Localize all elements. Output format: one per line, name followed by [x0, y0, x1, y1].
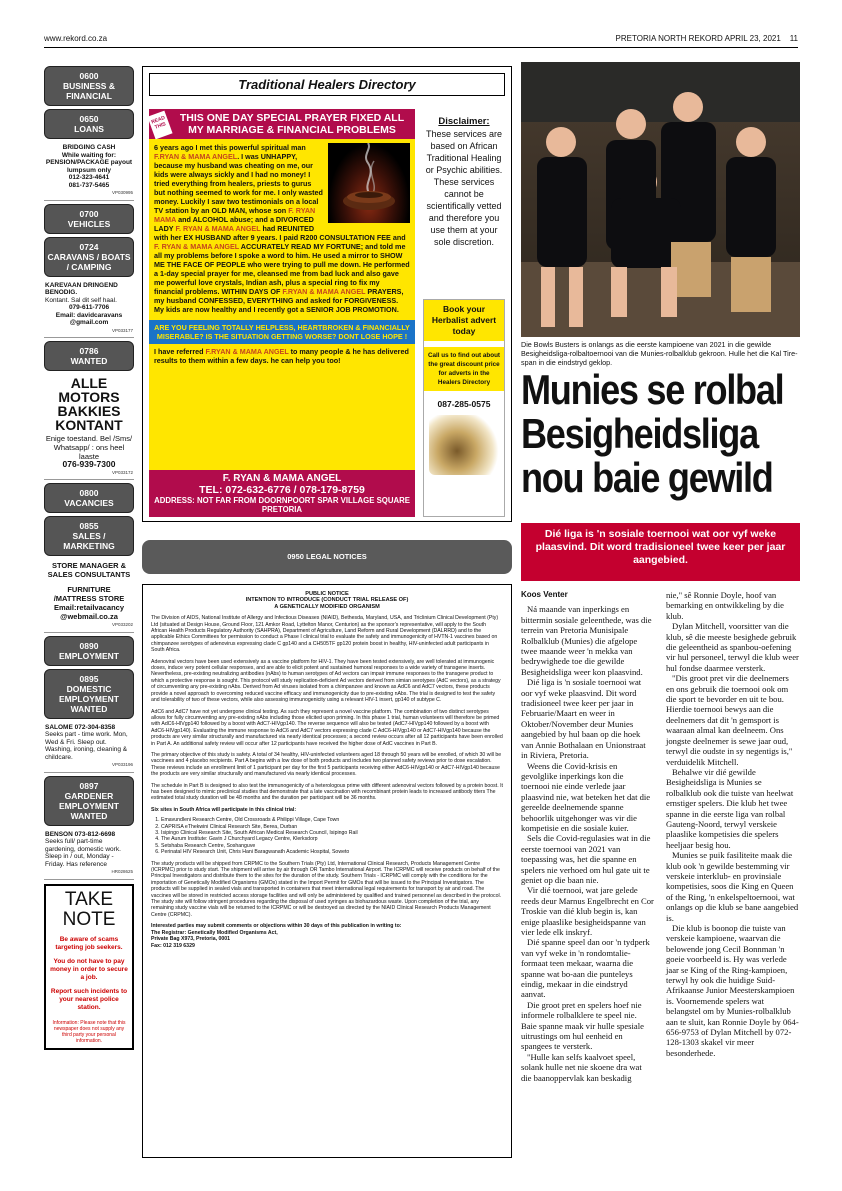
- ad-ref: HR028625: [111, 869, 133, 874]
- legal-notice: [142, 584, 512, 1158]
- healer-address: ADDRESS: NOT FAR FROM DOORNPOORT SPAR VILLAGE SQUARE PRETORIA: [154, 496, 410, 514]
- headline-line: Besigheidsliga: [521, 410, 758, 457]
- incense-bowl-photo: [328, 143, 410, 223]
- ad-phone: 081-737-5465: [68, 181, 110, 189]
- legal-paragraph: The study products will be shipped from CRPMC to the Southern Trials (Pty) Ltd, International Clinical Research, Products Management Centre (ICRPMC) prior to study start. The shipment will arrive by air through OR Tambo International Airport. The ICRPMC will receive products on behalf of the Principal Investigators and distribute them to the sites for the duration of the study. Southern Trials - ICRPMC will comply with the conditions for the importation of Genetically Modified Organisms (GMOs) stated in the Import Permit for GMOs that will be issued to the Principal Investigators. The products will be supplied in sealed vials and transported in containers that meet international legal requirements for transport by air and road. The vaccines will be stored in restricted access storage facilities and will only be administered by qualified and trained personnel as described in the protocol. The study site will follow stringent procedures regarding the disposal of used syringes as biohazardous waste. Upon completion of the trial, any remaining study vaccine vials will be returned to the ICRPMC or will be destroyed as directed by the NIAID Clinical Research Products Management Centre (CRPMC).: [151, 860, 502, 918]
- disclaimer: [423, 115, 505, 248]
- ad-bridging-cash: [44, 142, 134, 201]
- article-paragraph: "Dis groot pret vir die deelnemers en ons gebruik die toernooi ook om die sport te bevorder en uit te bou. Hierdie toernooi bewys aan die deelnemers dat dit 'n gemsport is waaraan almal kan deelneem. Ons jongste deelnemer is sewe jaar oud, terwyl die oudste in sy negentigs is," verduidelik Mitchell.: [666, 673, 793, 767]
- take-note-info: Information: Please note that this newspaper does not supply any third party your personal information.: [52, 1019, 126, 1044]
- category-employment: 0890 EMPLOYMENT: [44, 636, 134, 666]
- legal-subtitle: INTENTION TO INTRODUCE (CONDUCT TRIAL RELEASE OF): [245, 597, 409, 604]
- disclaimer-text: These services are based on African Traditional Healing or Psychic abilities. These services cannot be scientifically vetted and therefore you use them at your sole discretion.: [425, 129, 503, 247]
- article-paragraph: Dié liga is 'n sosiale toernooi wat oor vyf weke plaasvind. Dit word tradisioneel twee keer per jaar in Februarie/Maart en weer in Oktober/November deur Munies aangebied by hul baan op die hoek van Annie Bothalaan en Unionstraat in Riviera, Pretoria.: [521, 677, 646, 761]
- headline-line: Munies se rolbal: [521, 366, 784, 413]
- site-url: www.rekord.co.za: [44, 34, 108, 43]
- herbalist-call-text: Call us to find out about the great discount price for adverts in the Healers Directory: [424, 347, 504, 391]
- list-item: 3. Isipingo Clinical Research Site, South African Medical Research Council, Isipingo Rail: [161, 830, 503, 836]
- ad-title: ALLE MOTORS BAKKIES KONTANT: [55, 375, 123, 433]
- herbalist-advert: [423, 299, 505, 517]
- prayer-text: I have referred: [154, 347, 206, 356]
- legal-address: Private Bag X973, Pretoria, 0001: [151, 936, 231, 943]
- take-note-text: You do not have to pay money in order to secure a job.: [50, 957, 128, 981]
- ad-title: STORE MANAGER & SALES CONSULTANTS: [47, 561, 131, 579]
- healers-directory-title: Traditional Healers Directory: [149, 73, 505, 96]
- legal-subtitle: A GENETICALLY MODIFIED ORGANISM: [274, 603, 380, 610]
- article-paragraph: Munies se puik fasiliteite maak die klub ook 'n gewilde bestemming vir verskeie interklub- en provinsiale kompetisies, soos die King en Queen of the Ring, 'n enkelspeltoernooi, wat onlangs op die klub se bane aangebied is.: [666, 850, 799, 923]
- ad-phone: 079-611-7706: [68, 304, 110, 311]
- ad-text: Seeks full/ part-time gardening, domestic work. Sleep in / out, Monday - Friday. Has reference: [45, 838, 121, 868]
- prayer-highlight: F. RYAN & MAMA ANGEL: [175, 224, 261, 233]
- category-loans: 0650 LOANS: [44, 109, 134, 139]
- disclaimer-title: Disclaimer:: [438, 116, 490, 127]
- prayer-text: . I was UNHAPPY, because my husband was cheating on me, our kids were always sickly and I had no money! I tried everything from healers, priests to gurus but nothing seemed to work for me. I only wasted money. Luckily I saw two testimonials on a local TV station by an OLD MAN, whose son: [154, 152, 323, 215]
- prayer-text: to many people & he has delivered results to them within a few days. he can help you too!: [154, 347, 409, 365]
- header-rule: [44, 47, 798, 48]
- legal-title: PUBLIC NOTICE: [305, 591, 349, 597]
- prayer-text: PRAYERS, my husband CONFESSED, EVERYTHING and asked for FORGIVENESS. My kids are now healthy and I recently got a SENIOR JOB PROMOTION.: [154, 287, 404, 314]
- take-note-text: Report such incidents to your nearest police station.: [50, 987, 128, 1011]
- take-note-text: Be aware of scams targeting job seekers.: [55, 935, 123, 951]
- prayer-highlight: F.RYAN & MAMA ANGEL: [205, 347, 289, 356]
- list-item: 1. Emavundleni Research Centre, Old Crossroads & Philippi Village, Cape Town: [161, 817, 503, 823]
- prayer-headline: [149, 109, 415, 139]
- legal-paragraph: The schedule in Part B is designed to also test the immunogenicity of a heterologous prime with different adenoviral vectors followed by a protein boost. It has been designed to mimic preclinical studies that demonstrate that a late vaccination with recombinant protein leads to increased antibody titers The estimated total study duration will be 48 months and the duration per participant will be 36 months.: [151, 782, 503, 802]
- healer-phone: TEL: 072-632-6776 / 078-179-8759: [199, 484, 365, 496]
- legal-sites-list: [161, 817, 503, 855]
- prayer-highlight: F. RYAN & MAMA ANGEL: [154, 242, 240, 251]
- category-gardener-employment: 0897 GARDENER EMPLOYMENT WANTED: [44, 776, 134, 826]
- ad-email: Email:retailvacancy @webmail.co.za: [53, 603, 125, 621]
- legal-paragraph: AdC6 and AdC7 have not yet undergone clinical testing. As such they represent a novel vaccine platform. The combination of two distinct serotypes allows for fully circumventing any pre-existing nAbs including those elicited upon priming. In this phase 1 trial, human volunteers will therefore be primed with AdC6-HIVgp140 followed by a boost with AdC7-HIVgp140. The reverse sequence will also be tested (AdC7-HIVgp140 followed by a boost with AdC6-HIVgp140). Evaluating the immune response to AdC6 and AdC7 vectors expressing clade C AdC6-HIVgp140 or AdC7-HIVgp140 because the products are very similar structurally and manufactured via nearly identical processes; a second review occurs after all 12 participants have been enrolled in Part A. An additional safety review will occur after 12 participants have received the higher dose of AdC vaccines in Part B.: [151, 708, 503, 747]
- photo-caption: Die Bowls Busters is onlangs as die eerste kampioene van 2021 in die gewilde Besigheidsliga-rolbaltoernooi van die Munies-rolbalklub gekroon. Hulle het die Kal Tire-span in die eindstryd geklop.: [521, 340, 798, 367]
- ad-store-manager: [44, 559, 134, 633]
- prayer-referral: [149, 346, 415, 369]
- herbalist-book-text: Book your Herbalist advert today: [424, 300, 504, 341]
- prayer-advert: [149, 109, 415, 517]
- article-paragraph: Ná maande van inperkings en bittermin sosiale geleenthede, was die terrein van Pretoria Munisipale Rolbalklub (Munies) die afgelope twee maande weer 'n mekka van bedrywighede toe die gewilde Besigheidsliga weer kon plaasvind.: [521, 604, 652, 677]
- prayer-headline-text: THIS ONE DAY SPECIAL PRAYER FIXED ALL MY MARRIAGE & FINANCIAL PROBLEMS: [179, 112, 405, 136]
- ad-text: While waiting for: PENSION/PACKAGE payout lumpsum only: [45, 151, 133, 174]
- ad-subtitle: FURNITURE /MATTRESS STORE: [53, 585, 125, 603]
- take-note-title: TAKE NOTE: [62, 888, 116, 930]
- prayer-testimonial: [149, 139, 415, 318]
- ad-benson: [44, 829, 134, 880]
- prayer-highlight: F. RYAN MAMA: [154, 206, 316, 224]
- article-teaser: Dié liga is 'n sosiale toernooi wat oor vyf weke plaasvind. Dit word tradisioneel twee keer per jaar aangebied.: [521, 523, 800, 581]
- article-paragraph: "Hulle kan selfs kaalvoet speel, solank hulle net nie skoene dra wat die baanoppervlak kan beskadig: [521, 1051, 642, 1083]
- ad-title: KAREVAAN DRINGEND BENODIG.: [45, 281, 118, 296]
- ad-email: Email: davidcaravans @gmail.com: [55, 311, 123, 326]
- article-paragraph: Sels die Covid-regulasies wat in die eerste toernooi van 2021 van toepassing was, het die spanne en spelers nie verhoed om hul gate uit te geniet op die baan nie.: [521, 833, 651, 885]
- article-headline: [521, 366, 784, 501]
- list-item: 5. Setshaba Research Centre, Soshanguve: [161, 843, 503, 849]
- ad-text: Seeks part - time work. Mon, Wed & Fri. Sleep out. Washing, ironing, cleaning & childcare.: [45, 731, 128, 761]
- article-paragraph: Dylan Mitchell, voorsitter van die klub, sê die meeste besighede gebruik die geleentheid as spanbou-oefening vir hul personeel, terwyl die klub weer hul fondse daarmee versterk.: [666, 621, 799, 673]
- page-number: 11: [789, 34, 798, 43]
- ad-caravan: [44, 280, 134, 339]
- article-paragraph: Die groot pret en spelers hoef nie informele rolbalklere te speel nie. Baie spanne maak vir hulle spesiale uitrustings om hul eenheid en spangees te versterk.: [521, 999, 644, 1052]
- legal-paragraph: The primary objective of this study is safety. A total of 34 healthy, HIV-uninfected volunteers aged 18 through 50 years will be enrolled, of which 30 will be vaccinees and 4 placebo recipients. Part A begins with a low dose of both products and includes two planned safety reviews prior to dose escalation. These reviews include an enrollment limit of 1 participant per day for the first 5 participants receiving either AdC6-HIVgp140 or AdC7-HIVgp140 because the products are very similar structurally and manufactured via nearly identical processes.: [151, 751, 502, 778]
- article-paragraph: Weens die Covid-krisis en gevolglike inperkings kon die toernooi nie einde verlede jaar plaasvind nie, wat beteken het dat die gereelde deelnemende spanne behoorlik uitgehonger was vir die kompetisie en die sosiale kuier.: [521, 760, 651, 833]
- list-item: 2. CAPRISA eThekwini Clinical Research Site, Berea, Durban: [161, 824, 503, 830]
- list-item: 4. The Aurum Institute: Gavin J Churchyard Legacy Centre, Klerksdorp: [161, 836, 503, 842]
- category-sales-marketing: 0855 SALES / MARKETING: [44, 516, 134, 556]
- legal-paragraph: Adenoviral vectors have been used extensively as a vaccine platform for HIV-1. They have been tested extensively, are well tolerated at immunogenic doses, induce very potent cellular responses, and are able to elicit potent and sustained humoral responses to a wide variety of transgene inserts. Nevertheless, pre-existing neutralizing antibodies (nAbs) to human serotypes of Ad vectors can impair immune responses to the transgene product to which a protective response is sought. This protocol will study replication-deficient Ad vectors derived from simian serotypes (AdC vectors), as a strategy of circumventing any pre-existing nAbs. Derived from Ad viruses isolated from a chimpanzee and known as AdC6 and AdC7 vectors, these products provide a novel approach to overcoming reduced vaccine efficacy and immunogenicity due to pre-existing nAbs. The trial is designed to test the safety and tolerability of two of these vectors, while also assessing immunogenicity using a relevant HIV-1 insert, gp140 of subtype C.: [151, 658, 501, 704]
- legal-submission: Interested parties may submit comments or objections within 30 days of this publication in writing to:: [151, 923, 402, 930]
- legal-fax: Fax: 012 319 6329: [151, 942, 195, 949]
- prayer-text: ACCURATELY READ MY FORTUNE; and told me all my problems before I spoke a word to him. He used a mirror to SHOW ME THE FACE OF PEOPLE who were trying to pull me down. He performed a 1-day special prayer for me, cleansed me from bad luck and also gave me powerful love crystals, Indian ash, plus a special ring to fix my financial problems. WITHIN DAYS OF: [154, 242, 410, 296]
- category-wanted: 0786 WANTED: [44, 341, 134, 371]
- article-paragraph: Die klub is boonop die tuiste van verskeie kampioene, waarvan die belowende jong Cecil Bonnman 'n goeie voorbeeld is. Hy was verlede jaar se King of the Ring-kampioen, terwyl hy ook die huidige Suid-Afrikaanse Junior Meesterskampioen is. Voornemende spelers wat belangstel om by Munies-rolbalklub aan te sluit, kan Ronnie Doyle by 064-656-9753 of Dylan Mitchell by 072-128-1303 skakel vir meer besonderhede.: [666, 923, 799, 1058]
- article-paragraph: Behalwe vir dié gewilde Besigheidsliga is Munies se rolbalklub ook die tuiste van heelwat ernstiger spelers. Die klub het twee spanne in die eerste liga van rolbal Gauteng-Noord, terwyl verskeie plaaslike kompetisies die spelers heeljaar besig hou.: [666, 766, 794, 850]
- herbs-mortar-photo: [429, 415, 499, 475]
- ad-ref: VP033172: [111, 469, 133, 475]
- healer-name: F. RYAN & MAMA ANGEL: [222, 473, 342, 484]
- category-caravans: 0724 CARAVANS / BOATS / CAMPING: [44, 237, 134, 277]
- article-column: [666, 590, 799, 1158]
- legal-address: The Registrar: Genetically Modified Organisms Act,: [151, 929, 278, 936]
- category-domestic-employment: 0895 DOMESTIC EMPLOYMENT WANTED: [44, 669, 134, 719]
- prayer-question-banner: ARE YOU FEELING TOTALLY HELPLESS, HEARTBROKEN & FINANCIALLY MISERABLE? IS THE SITUATION GETTING WORSE? DONT LOSE HOPE !: [149, 320, 415, 344]
- prayer-highlight: F.RYAN & MAMA ANGEL: [282, 287, 366, 296]
- category-vacancies: 0800 VACANCIES: [44, 483, 134, 513]
- legal-paragraph: The Division of AIDS, National Institute of Allergy and Infectious Diseases (NIAID), Bethesda, Maryland, USA, and Triclinium Clinical Development (Pty) Ltd (situated at Design House, Ground Floor, 121 Amkor Road, Lyttelton Manor, Centurion) as the sponsor's representative, will apply to the South African Health Products Regulatory Authority (SAHPRA), Department of Agriculture, Land Reform and Rural Development (DALRRD) and to the applicable Ethics Committees for permission to conduct a Phase I clinical trial to evaluate the safety and immunogenicity of HVTN-1 vaccines based on chimpanzee serotypes of adenovirus expressing clade C gp140 and a CH505TF gp120 protein boost in healthy, HIV-uninfected adult participants in South Africa.: [151, 615, 499, 654]
- group-photo: [521, 62, 800, 337]
- read-this-badge: READ THIS: [147, 111, 172, 140]
- ad-ref: VP033196: [111, 762, 133, 767]
- list-item: 6. Perinatal HIV Research Unit, Chris Hani Baragwanath Academic Hospital, Soweto: [161, 849, 503, 855]
- ad-ref: VP030995: [111, 190, 133, 195]
- herbalist-phone: 087-285-0575: [437, 399, 491, 409]
- prayer-text: had REUNITED with her EX HUSBAND after 9 years. I paid R200 CONSULTATION FEE and: [154, 224, 406, 242]
- edition-label: PRETORIA NORTH REKORD APRIL 23, 2021: [615, 34, 781, 43]
- ad-title: BENSON 073-812-6698: [45, 830, 116, 838]
- ad-text: Kontant. Sal dit self haal.: [45, 296, 117, 304]
- article-paragraph: Vir dié toernooi, wat jare gelede reeds deur Marnus Engelbrecht en Cor Troskie van dié klub begin is, kan enige plaaslike besigheidspanne van vier lede elk inskryf.: [521, 885, 654, 937]
- classifieds-column: [44, 66, 134, 1050]
- legal-sites-title: Six sites in South Africa will participate in this clinical trial:: [151, 806, 297, 813]
- byline: Koos Venter: [521, 590, 568, 599]
- ad-salome: [44, 722, 134, 773]
- ad-title: SALOME 072-304-8358: [45, 723, 116, 731]
- category-vehicles: 0700 VEHICLES: [44, 204, 134, 234]
- page-header: [44, 34, 798, 48]
- prayer-text: 6 years ago I met this powerful spiritual man: [154, 143, 306, 152]
- healers-directory: [142, 66, 512, 522]
- prayer-contact-footer: [149, 470, 415, 517]
- ad-ref: VP033202: [111, 622, 133, 627]
- article-paragraph: Dié spanne speel dan oor 'n tydperk van vyf weke in 'n rondomtalie-formaat teen mekaar, waarna die spanne wat bo-aan die punteleys eindig, mekaar in die eindstryd aanvat.: [521, 937, 650, 1000]
- article-paragraph: nie," sê Ronnie Doyle, hoof van bemarking en ontwikkeling by die klub.: [666, 590, 784, 621]
- category-business-financial: 0600 BUSINESS & FINANCIAL: [44, 66, 134, 106]
- article-column: [521, 590, 654, 1158]
- prayer-text: and ALCOHOL abuse; and a DIVORCED LADY: [154, 215, 314, 233]
- legal-notices-header: 0950 LEGAL NOTICES: [142, 540, 512, 574]
- ad-alle-motors: [44, 374, 134, 480]
- take-note-box: [44, 884, 134, 1050]
- ad-phone: 012-323-4641: [68, 174, 110, 181]
- ad-text: Enige toestand. Bel /Sms/ Whatsapp/ : ons heel laaste: [45, 434, 133, 461]
- prayer-highlight: F.RYAN & MAMA ANGEL: [154, 152, 238, 161]
- headline-line: nou baie gewild: [521, 454, 773, 501]
- ad-title: BRIDGING CASH: [62, 144, 116, 151]
- ad-ref: VP033177: [111, 327, 133, 333]
- ad-phone: 076-939-7300: [62, 459, 116, 469]
- article-body: [521, 590, 800, 1158]
- edition-info: [616, 34, 798, 48]
